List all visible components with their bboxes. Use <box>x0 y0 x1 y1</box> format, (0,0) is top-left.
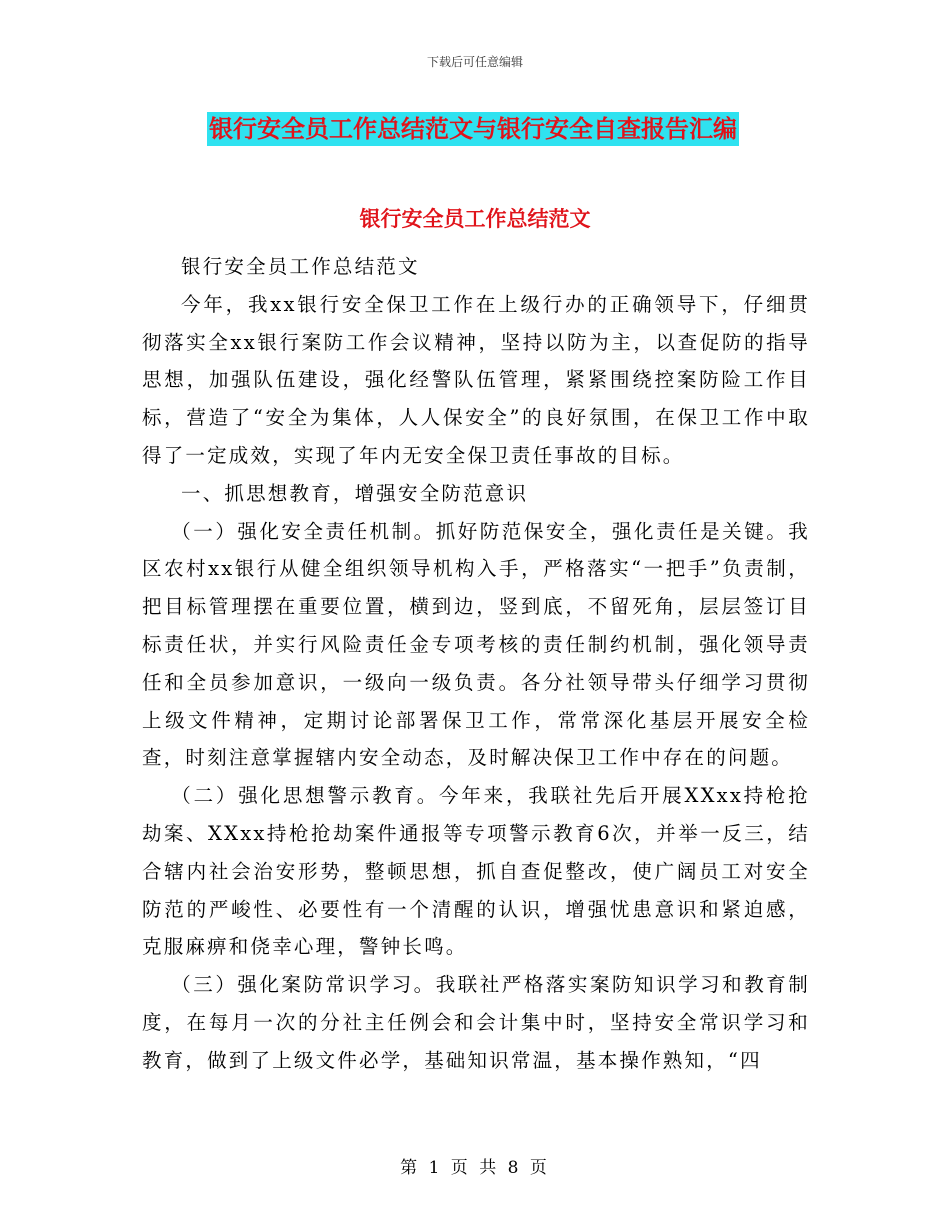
paragraph: （三）强化案防常识学习。我联社严格落实案防知识学习和教育制度，在每月一次的分社主任例会和会计集中时，坚持安全常识学习和教育，做到了上级文件必学，基础知识常温，基本操作熟知，“四 <box>142 973 810 1072</box>
header-note: 下载后可任意编辑 <box>426 55 523 69</box>
paragraph: （一）强化安全责任机制。抓好防范保安全，强化责任是关键。我区农村xx银行从健全组织领导机构入手，严格落实“一把手”负责制，把目标管理摆在重要位置，横到边，竖到底，不留死角，层层签订目标责任状，并实行风险责任金专项考核的责任制约机制，强化领导责任和全员参加意识，一级向一级负责。各分社领导带头仔细学习贯彻上级文件精神，定期讨论部署保卫工作，常常深化基层开展安全检查，时刻注意掌握辖内安全动态，及时解决保卫工作中存在的问题。 <box>142 519 810 770</box>
body-text <box>142 248 810 1080</box>
section-title: 银行安全员工作总结范文 <box>359 206 591 231</box>
paragraph-section-heading: 一、抓思想教育，增强安全防范意识 <box>181 481 529 505</box>
page-number: 第 1 页 共 8 页 <box>400 1158 550 1178</box>
paragraph-heading: 银行安全员工作总结范文 <box>181 255 420 278</box>
paragraph: （二）强化思想警示教育。今年来，我联社先后开展XXxx持枪抢劫案、XXxx持枪抢劫案件通报等专项警示教育6次，并举一反三，结合辖内社会治安形势，整顿思想，抓自查促整改，使广阔员工对安全防范的严峻性、必要性有一个清醒的认识，增强忧患意识和紧迫感，克服麻痹和侥幸心理，警钟长鸣。 <box>142 784 810 959</box>
document-main-title: 银行安全员工作总结范文与银行安全自查报告汇编 <box>207 112 739 146</box>
paragraph: 今年，我xx银行安全保卫工作在上级行办的正确领导下，仔细贯彻落实全xx银行案防工作会议精神，坚持以防为主，以查促防的指导思想，加强队伍建设，强化经警队伍管理，紧紧围绕控案防险工作目标，营造了“安全为集体，人人保安全”的良好氛围，在保卫工作中取得了一定成效，实现了年内无安全保卫责任事故的目标。 <box>142 292 810 467</box>
